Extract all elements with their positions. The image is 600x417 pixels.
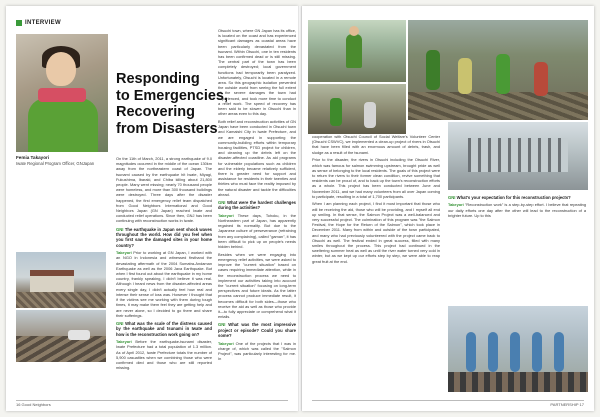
salmon-project-paragraph: Prior to the disaster, the rivers in Otsuchi including the Otsuchi River, which was famous for salmon swimming upstream, brought pride as well as sense of belonging to the local residents. The goals of this project were to return the rivers to their former clean condition, revive something that residents can be proud of, and to back up the town's reconstruction efforts as a whole. This project has been conducted between June and November 2011, and we had many volunteers from all over Japan coming to participate, resulting in a total of 1,700 participants. bbox=[312, 157, 440, 199]
caption-name: Femia Takayori bbox=[16, 155, 50, 160]
left-page bbox=[6, 6, 298, 411]
question-text: What's your expectation for this reconstruction projects? bbox=[456, 195, 571, 200]
question-label: GNI bbox=[116, 226, 124, 232]
question-text: What was the most impressive project or episode? Could you share some? bbox=[218, 322, 296, 339]
answer-text: One of the projects that I was in charge of, which was called the "Salmon Project", was particularly interesting for me. In bbox=[218, 340, 296, 362]
section-tag bbox=[16, 18, 61, 27]
article-column-1 bbox=[116, 156, 212, 401]
speaker-label: Takeyori bbox=[116, 339, 132, 345]
answer-2-continued: Otsuchi town, where GN Japan has its office, is located on the coast and has experienced significant damages as coastal areas have been particularly devastated from the tsunami. Within Otsuchi, one in ten residents has been confirmed dead or is still missing. The central part of the town has been completely destroyed; local government functions had temporarily been paralyzed. Unfortunately, Otsuchi is located in a remote area. So this geographic isolation prevented the outside world from seeing the full extent of the severe damages the town had experienced, and took more time to conduct a relief work. The speed of recovery has been said to be slower in Otsuchi than in other areas even to this day. bbox=[218, 28, 296, 117]
question-4 bbox=[218, 322, 296, 338]
workers-photo bbox=[308, 84, 406, 134]
answer-3-continued: Besides when we were engaging into emergency relief activities, we were asked to improve the "current situation" based on cases requiring immediate attention, while in the reconstruction process we need to implement our activities taking into account the "current situation" focusing on long-term perspectives and future ideals. As the latter process cannot produce immediate result, it becomes difficult for both sides—those who receive the aid as well as those who provide it—to fully appreciate or comprehend what it entails. bbox=[218, 251, 296, 320]
volunteer-photo bbox=[308, 20, 406, 82]
speaker-label: Takeyori bbox=[218, 212, 234, 218]
fish-rack-photo bbox=[448, 122, 588, 190]
right-page bbox=[302, 6, 594, 411]
title-line: from Disasters bbox=[116, 121, 218, 138]
question-text: What were the hardest challenges during the activities? bbox=[218, 200, 296, 211]
question-label: GNI bbox=[218, 200, 226, 205]
question-3 bbox=[218, 200, 296, 211]
question-label: GNI bbox=[218, 322, 226, 328]
question-1 bbox=[116, 227, 212, 249]
answer-4-continued: cooperation with Otsuchi Council of Social Welfare's Volunteer Center (Otsuchi CSWVC), we implemented a clean-up project of rivers in Otsuchi that have been filled with an enormous amount of debris, trash, and sludge as a result of the tsunami. bbox=[312, 134, 440, 155]
speaker-label: Takeyori bbox=[218, 340, 234, 346]
caption-role: Iwate Regional Program Officer, GNJapan bbox=[16, 161, 95, 166]
speaker-label: Takeyori bbox=[116, 250, 132, 256]
answer-5 bbox=[448, 202, 586, 218]
answer-text: These days, Tohoku, in the Northeastern part of Japan, has apparently regained its normality. But due to the Japanese culture of perseverance (refraining from any complaining), called "gaman", it has been difficult to pick up on people's needs hidden behind. bbox=[218, 212, 296, 250]
answer-text: Before the earthquake-tsunami disaster, Iwate Prefecture had a total population of 1.3 million. As of April 2012, Iwate Prefecture totals the number of 5,900 casualties when we combining those who were confirmed died and those who are still reported missing. bbox=[116, 339, 212, 371]
portrait-photo bbox=[16, 34, 108, 152]
footer-rule bbox=[16, 400, 288, 401]
answer-4 bbox=[218, 341, 296, 362]
intro-paragraph: On the 11th of March, 2011, a strong earthquake of 9.0 magnitudes occurred in the middle of the ocean 130km away from the northeastern coast of Japan. The tsunami caused by the earthquake hit Iwate, Miyagi, Fukushima, Ibaraki, and Chiba killing about 21,800 people. Many went missing; nearly 70 thousand people were homeless, and more than 300 thousand buildings were destroyed. Three days after the disaster happened, the first emergency relief team dispatched from Good Neighbors International and Good Neighbors Japan (GN Japan) reached Iwate and conducted relief operations. Since then, GNJ has been continuing with reconstruction works in Iwate. bbox=[116, 156, 212, 224]
article-column-2 bbox=[218, 28, 296, 401]
answer-2 bbox=[116, 339, 212, 370]
question-2 bbox=[116, 321, 212, 337]
title-line: Responding bbox=[116, 71, 200, 87]
section-tag-label: INTERVIEW bbox=[25, 19, 61, 26]
question-label: GNI bbox=[448, 195, 456, 200]
question-5 bbox=[448, 195, 586, 200]
footer-rule bbox=[312, 400, 584, 401]
debris-field-photo bbox=[16, 310, 106, 362]
answer-text: "Reconstruction work" is a step-by-step effort. I believe that repeating our daily efforts one day after the other will lead to the reconstruction of a brighter future. Up to this bbox=[448, 202, 586, 218]
question-label: GNI bbox=[116, 320, 124, 326]
title-line: Recovering bbox=[116, 104, 195, 121]
salmon-festival-photo bbox=[448, 306, 588, 392]
river-cleanup-photo bbox=[408, 20, 588, 120]
destroyed-building-photo bbox=[16, 252, 106, 308]
page-footer-left: 16 Good Neighbors bbox=[16, 402, 51, 407]
article-column-3 bbox=[312, 134, 440, 394]
answer-2-paragraph: Both relief and reconstruction activities of GN Japan have been conducted in Otsuchi town and Kamaishi City in Iwate Prefecture, and we are engaged in supporting the community-building efforts within temporary housing facilities, PTSD project for children, and cleaning up the debris left on the disaster-affected coastline. As aid programs for vulnerable populations such as children and the elderly became relatively sufficient, there is greater need for support and assistance for residents in their twenties and thirties who must face the reality imposed by the natural disaster and tackle the difficulties ahead. bbox=[218, 118, 296, 197]
answer-1 bbox=[116, 250, 212, 318]
planning-paragraph: When I am planning each project, I find it most important that those who will be receiving the aid, those who will be providing, and I myself all end up smiling. In that sense, the Salmon Project was a well-balanced and very successful project. The culmination of this program was "the Salmon Festival, the Hope for the Return of the Salmon", which took place in December 2011. Many from within and outside of the town participated, and many who had previously volunteered with the project came back to Otsuchi as well. The festival ended in great success, filled with many smiles throughout the process. This project had continued in the sweltering summer heat as well as until the river water turned very cold in winter, but as we kept up our efforts step by step, we were able to reap great fruit at the end. bbox=[312, 201, 440, 264]
speaker-label: Takeyori bbox=[448, 202, 464, 208]
answer-text: Prior to working at GN Japan, I worked with an NGO in Indonesia and witnessed firsthand the devastating aftermath of the 2004 Sumatra-Andaman Earthquake as well as the 2006 Java Earthquake. But when I first found out about the earthquake in my home country, frankly speaking, I didn't believe it was real. Although I heard news from the disaster-affected areas every single day, I didn't actually feel how real and intense their sense of loss was. However I thought that if the victims see me working with them during tough times, it may make them feel they are getting help and are never alone, so I decided to go there and share their sufferings. bbox=[116, 250, 212, 318]
question-text: The earthquake in Japan sent shock waves throughout the world. How did you feel when you first saw the damaged sites in your home country? bbox=[116, 226, 212, 248]
page-footer-right: PARTNERSHIP 17 bbox=[550, 402, 584, 407]
section-tag-square-icon bbox=[16, 20, 22, 26]
title-line: to Emergencies, bbox=[116, 87, 229, 104]
answer-3 bbox=[218, 213, 296, 249]
question-text: What was the scale of the distress caused by the earthquake and tsunami in Iwate and how is the reconstruction work going on? bbox=[116, 320, 212, 337]
